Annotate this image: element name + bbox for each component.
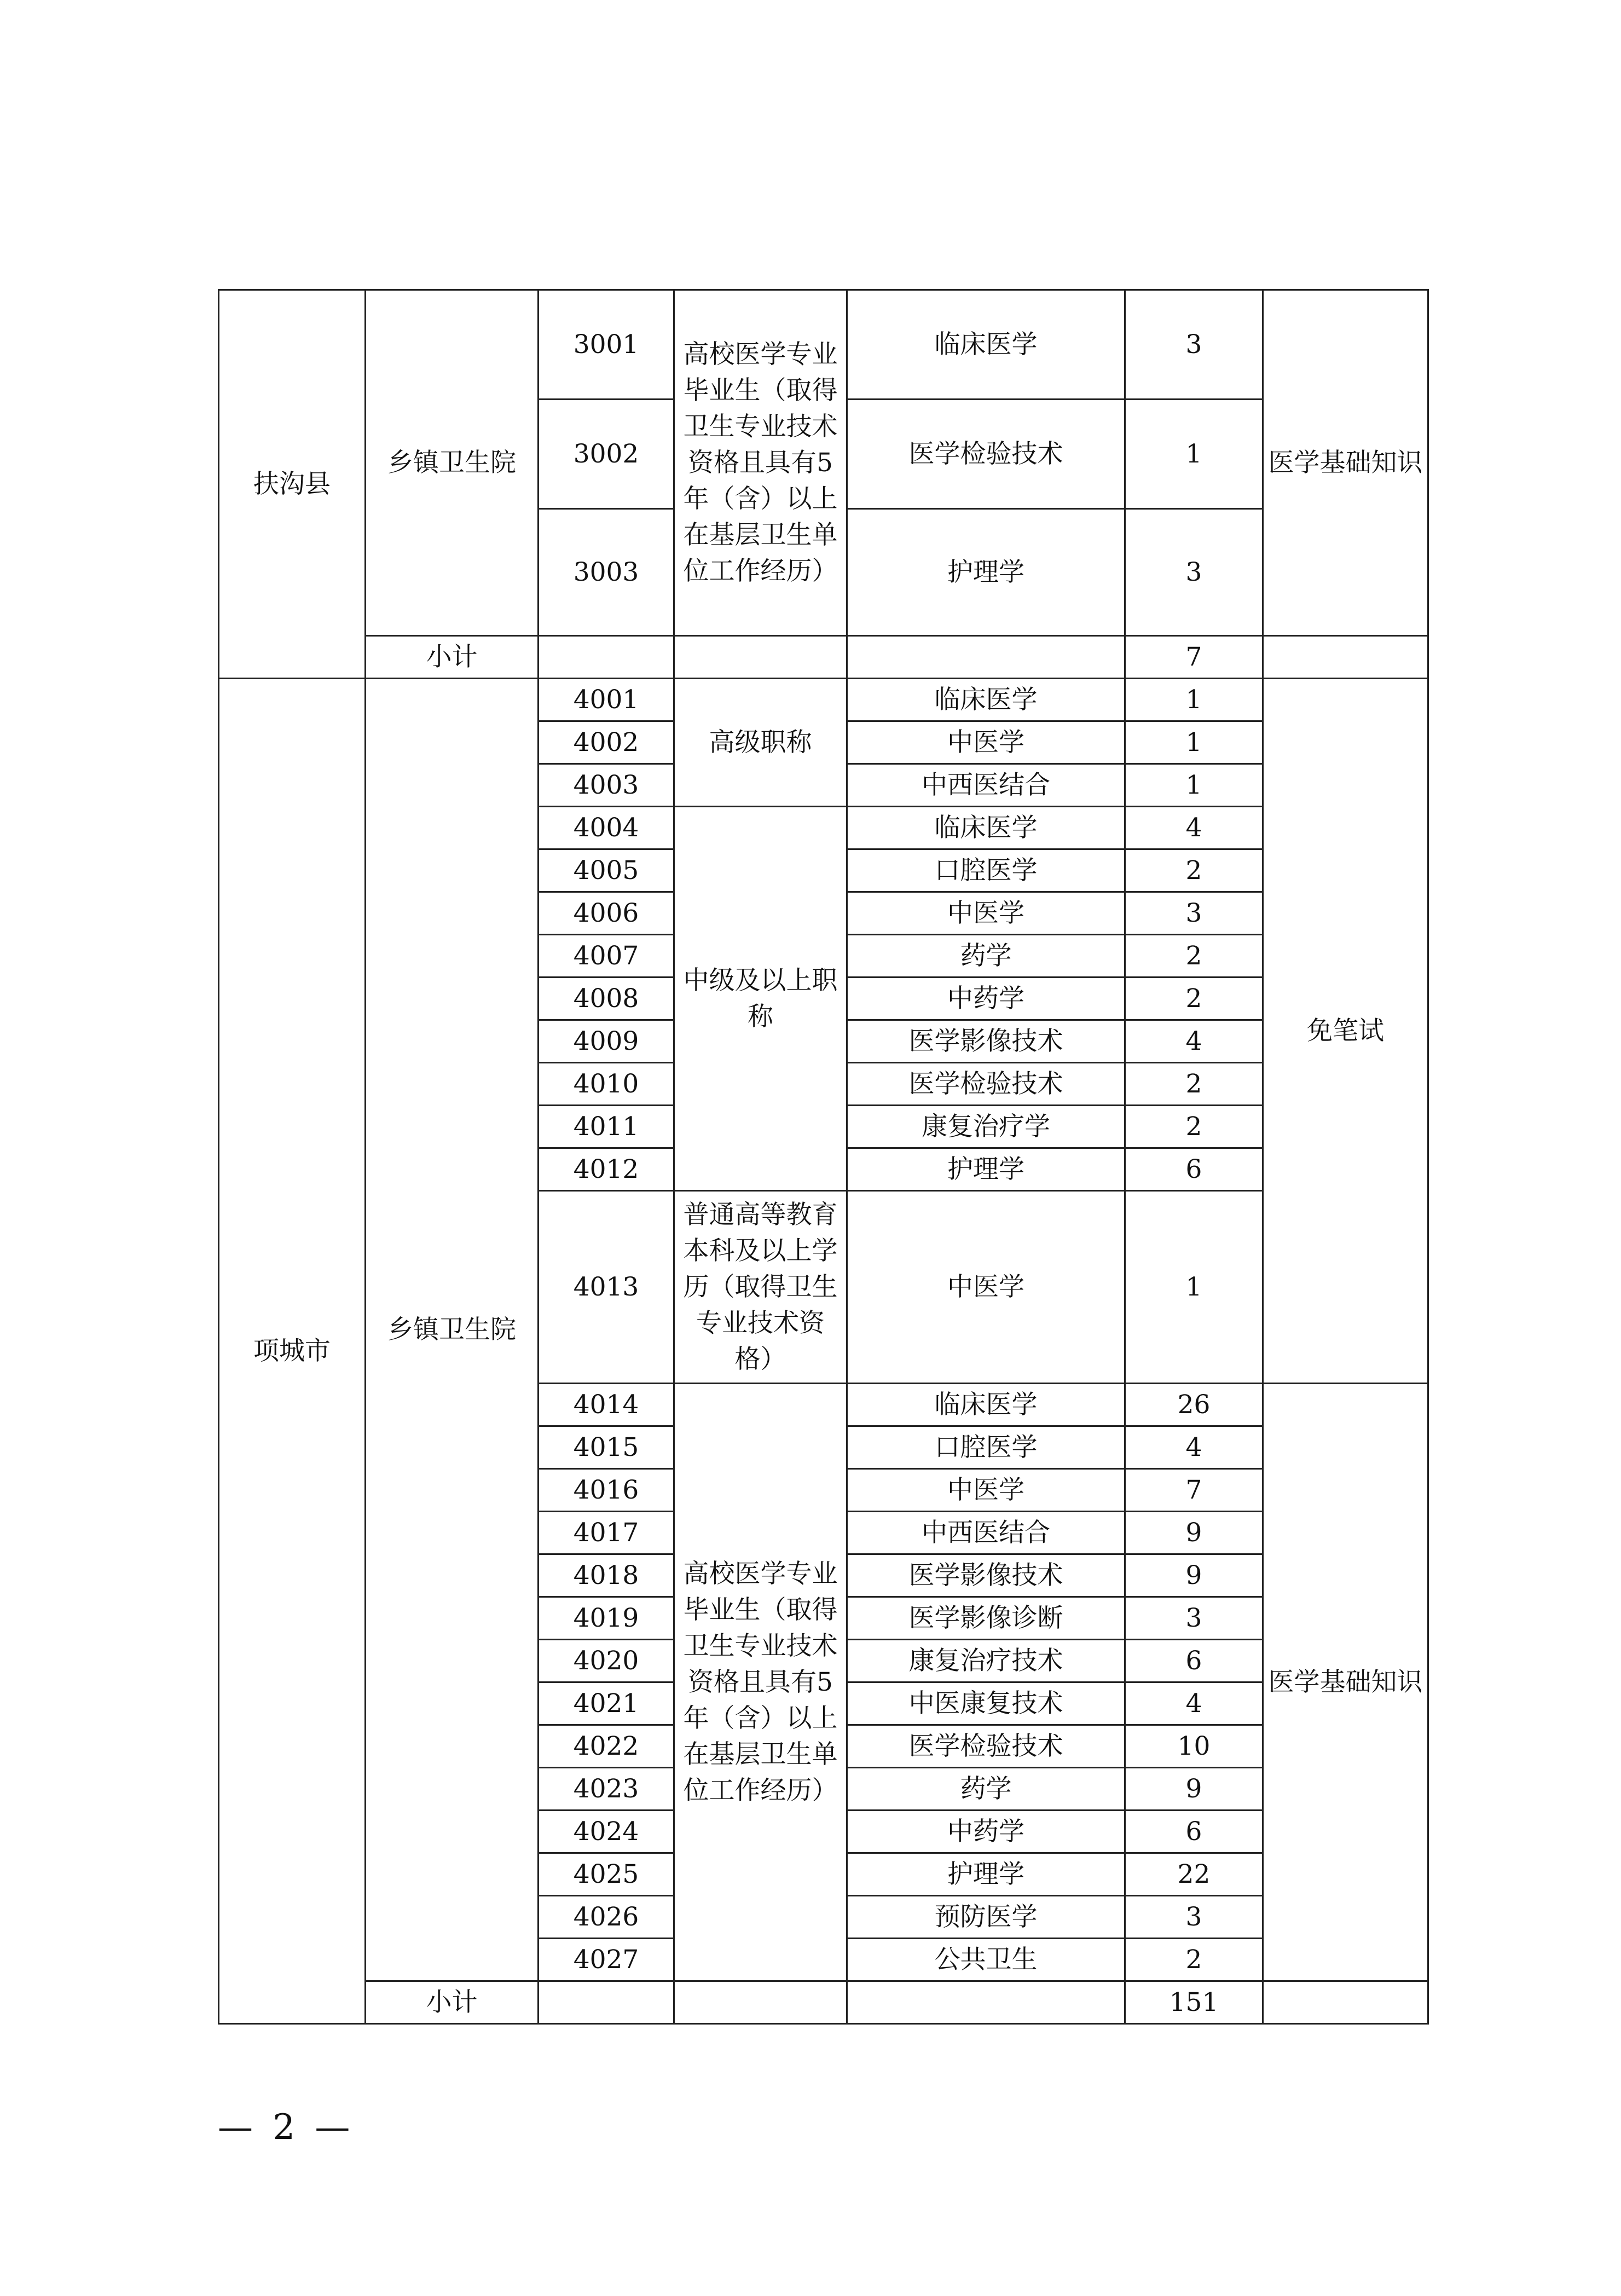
code-cell: 4011 [539, 1106, 674, 1148]
count-cell: 2 [1125, 849, 1263, 892]
count-cell: 9 [1125, 1768, 1263, 1811]
table-row [219, 290, 1428, 400]
code-cell: 4006 [539, 892, 674, 935]
empty-cell [847, 636, 1125, 679]
code-cell: 4001 [539, 679, 674, 721]
count-cell: 4 [1125, 807, 1263, 849]
code-cell: 4013 [539, 1191, 674, 1384]
count-cell: 3 [1125, 1896, 1263, 1939]
empty-cell [539, 636, 674, 679]
major-cell: 护理学 [847, 1853, 1125, 1896]
count-cell: 4 [1125, 1020, 1263, 1063]
major-cell: 康复治疗学 [847, 1106, 1125, 1148]
unit-cell: 乡镇卫生院 [366, 679, 539, 1981]
major-cell: 中西医结合 [847, 764, 1125, 807]
major-cell: 医学影像诊断 [847, 1597, 1125, 1640]
county-cell: 项城市 [219, 679, 366, 2024]
exam-cell: 医学基础知识 [1263, 290, 1428, 636]
count-cell: 6 [1125, 1811, 1263, 1853]
table-row [219, 679, 1428, 721]
code-cell: 4003 [539, 764, 674, 807]
code-cell: 4008 [539, 978, 674, 1020]
count-cell: 1 [1125, 1191, 1263, 1384]
major-cell: 医学影像技术 [847, 1020, 1125, 1063]
requirement-cell: 普通高等教育本科及以上学历（取得卫生专业技术资格） [674, 1191, 847, 1384]
count-cell: 1 [1125, 400, 1263, 509]
code-cell: 3001 [539, 290, 674, 400]
major-cell: 临床医学 [847, 679, 1125, 721]
major-cell: 中药学 [847, 978, 1125, 1020]
count-cell: 3 [1125, 290, 1263, 400]
count-cell: 9 [1125, 1512, 1263, 1554]
empty-cell [1263, 636, 1428, 679]
code-cell: 4014 [539, 1384, 674, 1426]
major-cell: 中药学 [847, 1811, 1125, 1853]
count-cell: 10 [1125, 1725, 1263, 1768]
subtotal-count: 7 [1125, 636, 1263, 679]
code-cell: 4023 [539, 1768, 674, 1811]
code-cell: 4017 [539, 1512, 674, 1554]
code-cell: 4022 [539, 1725, 674, 1768]
count-cell: 2 [1125, 1063, 1263, 1106]
count-cell: 6 [1125, 1640, 1263, 1682]
count-cell: 1 [1125, 679, 1263, 721]
code-cell: 4021 [539, 1682, 674, 1725]
table-row [219, 636, 1428, 679]
major-cell: 临床医学 [847, 290, 1125, 400]
count-cell: 2 [1125, 1939, 1263, 1981]
count-cell: 2 [1125, 935, 1263, 978]
code-cell: 4018 [539, 1554, 674, 1597]
major-cell: 口腔医学 [847, 1426, 1125, 1469]
unit-cell: 乡镇卫生院 [366, 290, 539, 636]
major-cell: 护理学 [847, 1148, 1125, 1191]
count-cell: 1 [1125, 764, 1263, 807]
major-cell: 临床医学 [847, 1384, 1125, 1426]
code-cell: 3003 [539, 509, 674, 636]
code-cell: 4024 [539, 1811, 674, 1853]
exam-cell: 免笔试 [1263, 679, 1428, 1384]
requirement-cell: 高校医学专业毕业生（取得卫生专业技术资格且具有5年（含）以上在基层卫生单位工作经历） [674, 1384, 847, 1981]
major-cell: 中医学 [847, 1469, 1125, 1512]
code-cell: 4002 [539, 721, 674, 764]
county-cell: 扶沟县 [219, 290, 366, 679]
major-cell: 医学检验技术 [847, 1063, 1125, 1106]
code-cell: 4016 [539, 1469, 674, 1512]
major-cell: 中西医结合 [847, 1512, 1125, 1554]
major-cell: 临床医学 [847, 807, 1125, 849]
count-cell: 2 [1125, 1106, 1263, 1148]
count-cell: 4 [1125, 1426, 1263, 1469]
subtotal-label: 小计 [366, 636, 539, 679]
code-cell: 4010 [539, 1063, 674, 1106]
code-cell: 3002 [539, 400, 674, 509]
major-cell: 口腔医学 [847, 849, 1125, 892]
major-cell: 中医康复技术 [847, 1682, 1125, 1725]
table-row [219, 1981, 1428, 2024]
page-number: — 2 — [218, 2107, 355, 2148]
major-cell: 预防医学 [847, 1896, 1125, 1939]
major-cell: 药学 [847, 1768, 1125, 1811]
code-cell: 4019 [539, 1597, 674, 1640]
code-cell: 4007 [539, 935, 674, 978]
empty-cell [539, 1981, 674, 2024]
major-cell: 护理学 [847, 509, 1125, 636]
requirement-cell: 高级职称 [674, 679, 847, 807]
major-cell: 康复治疗技术 [847, 1640, 1125, 1682]
exam-cell: 医学基础知识 [1263, 1384, 1428, 1981]
count-cell: 9 [1125, 1554, 1263, 1597]
count-cell: 6 [1125, 1148, 1263, 1191]
major-cell: 中医学 [847, 721, 1125, 764]
subtotal-count: 151 [1125, 1981, 1263, 2024]
recruitment-table [218, 289, 1429, 2025]
major-cell: 医学影像技术 [847, 1554, 1125, 1597]
major-cell: 中医学 [847, 892, 1125, 935]
count-cell: 26 [1125, 1384, 1263, 1426]
major-cell: 中医学 [847, 1191, 1125, 1384]
requirement-cell: 高校医学专业毕业生（取得卫生专业技术资格且具有5年（含）以上在基层卫生单位工作经历） [674, 290, 847, 636]
empty-cell [1263, 1981, 1428, 2024]
requirement-cell: 中级及以上职称 [674, 807, 847, 1191]
code-cell: 4026 [539, 1896, 674, 1939]
subtotal-label: 小计 [366, 1981, 539, 2024]
count-cell: 3 [1125, 892, 1263, 935]
count-cell: 7 [1125, 1469, 1263, 1512]
code-cell: 4005 [539, 849, 674, 892]
code-cell: 4020 [539, 1640, 674, 1682]
code-cell: 4025 [539, 1853, 674, 1896]
major-cell: 医学检验技术 [847, 1725, 1125, 1768]
count-cell: 22 [1125, 1853, 1263, 1896]
major-cell: 医学检验技术 [847, 400, 1125, 509]
code-cell: 4012 [539, 1148, 674, 1191]
empty-cell [674, 1981, 847, 2024]
code-cell: 4015 [539, 1426, 674, 1469]
code-cell: 4027 [539, 1939, 674, 1981]
empty-cell [847, 1981, 1125, 2024]
code-cell: 4009 [539, 1020, 674, 1063]
count-cell: 1 [1125, 721, 1263, 764]
major-cell: 药学 [847, 935, 1125, 978]
code-cell: 4004 [539, 807, 674, 849]
count-cell: 4 [1125, 1682, 1263, 1725]
count-cell: 3 [1125, 1597, 1263, 1640]
major-cell: 公共卫生 [847, 1939, 1125, 1981]
count-cell: 2 [1125, 978, 1263, 1020]
count-cell: 3 [1125, 509, 1263, 636]
empty-cell [674, 636, 847, 679]
